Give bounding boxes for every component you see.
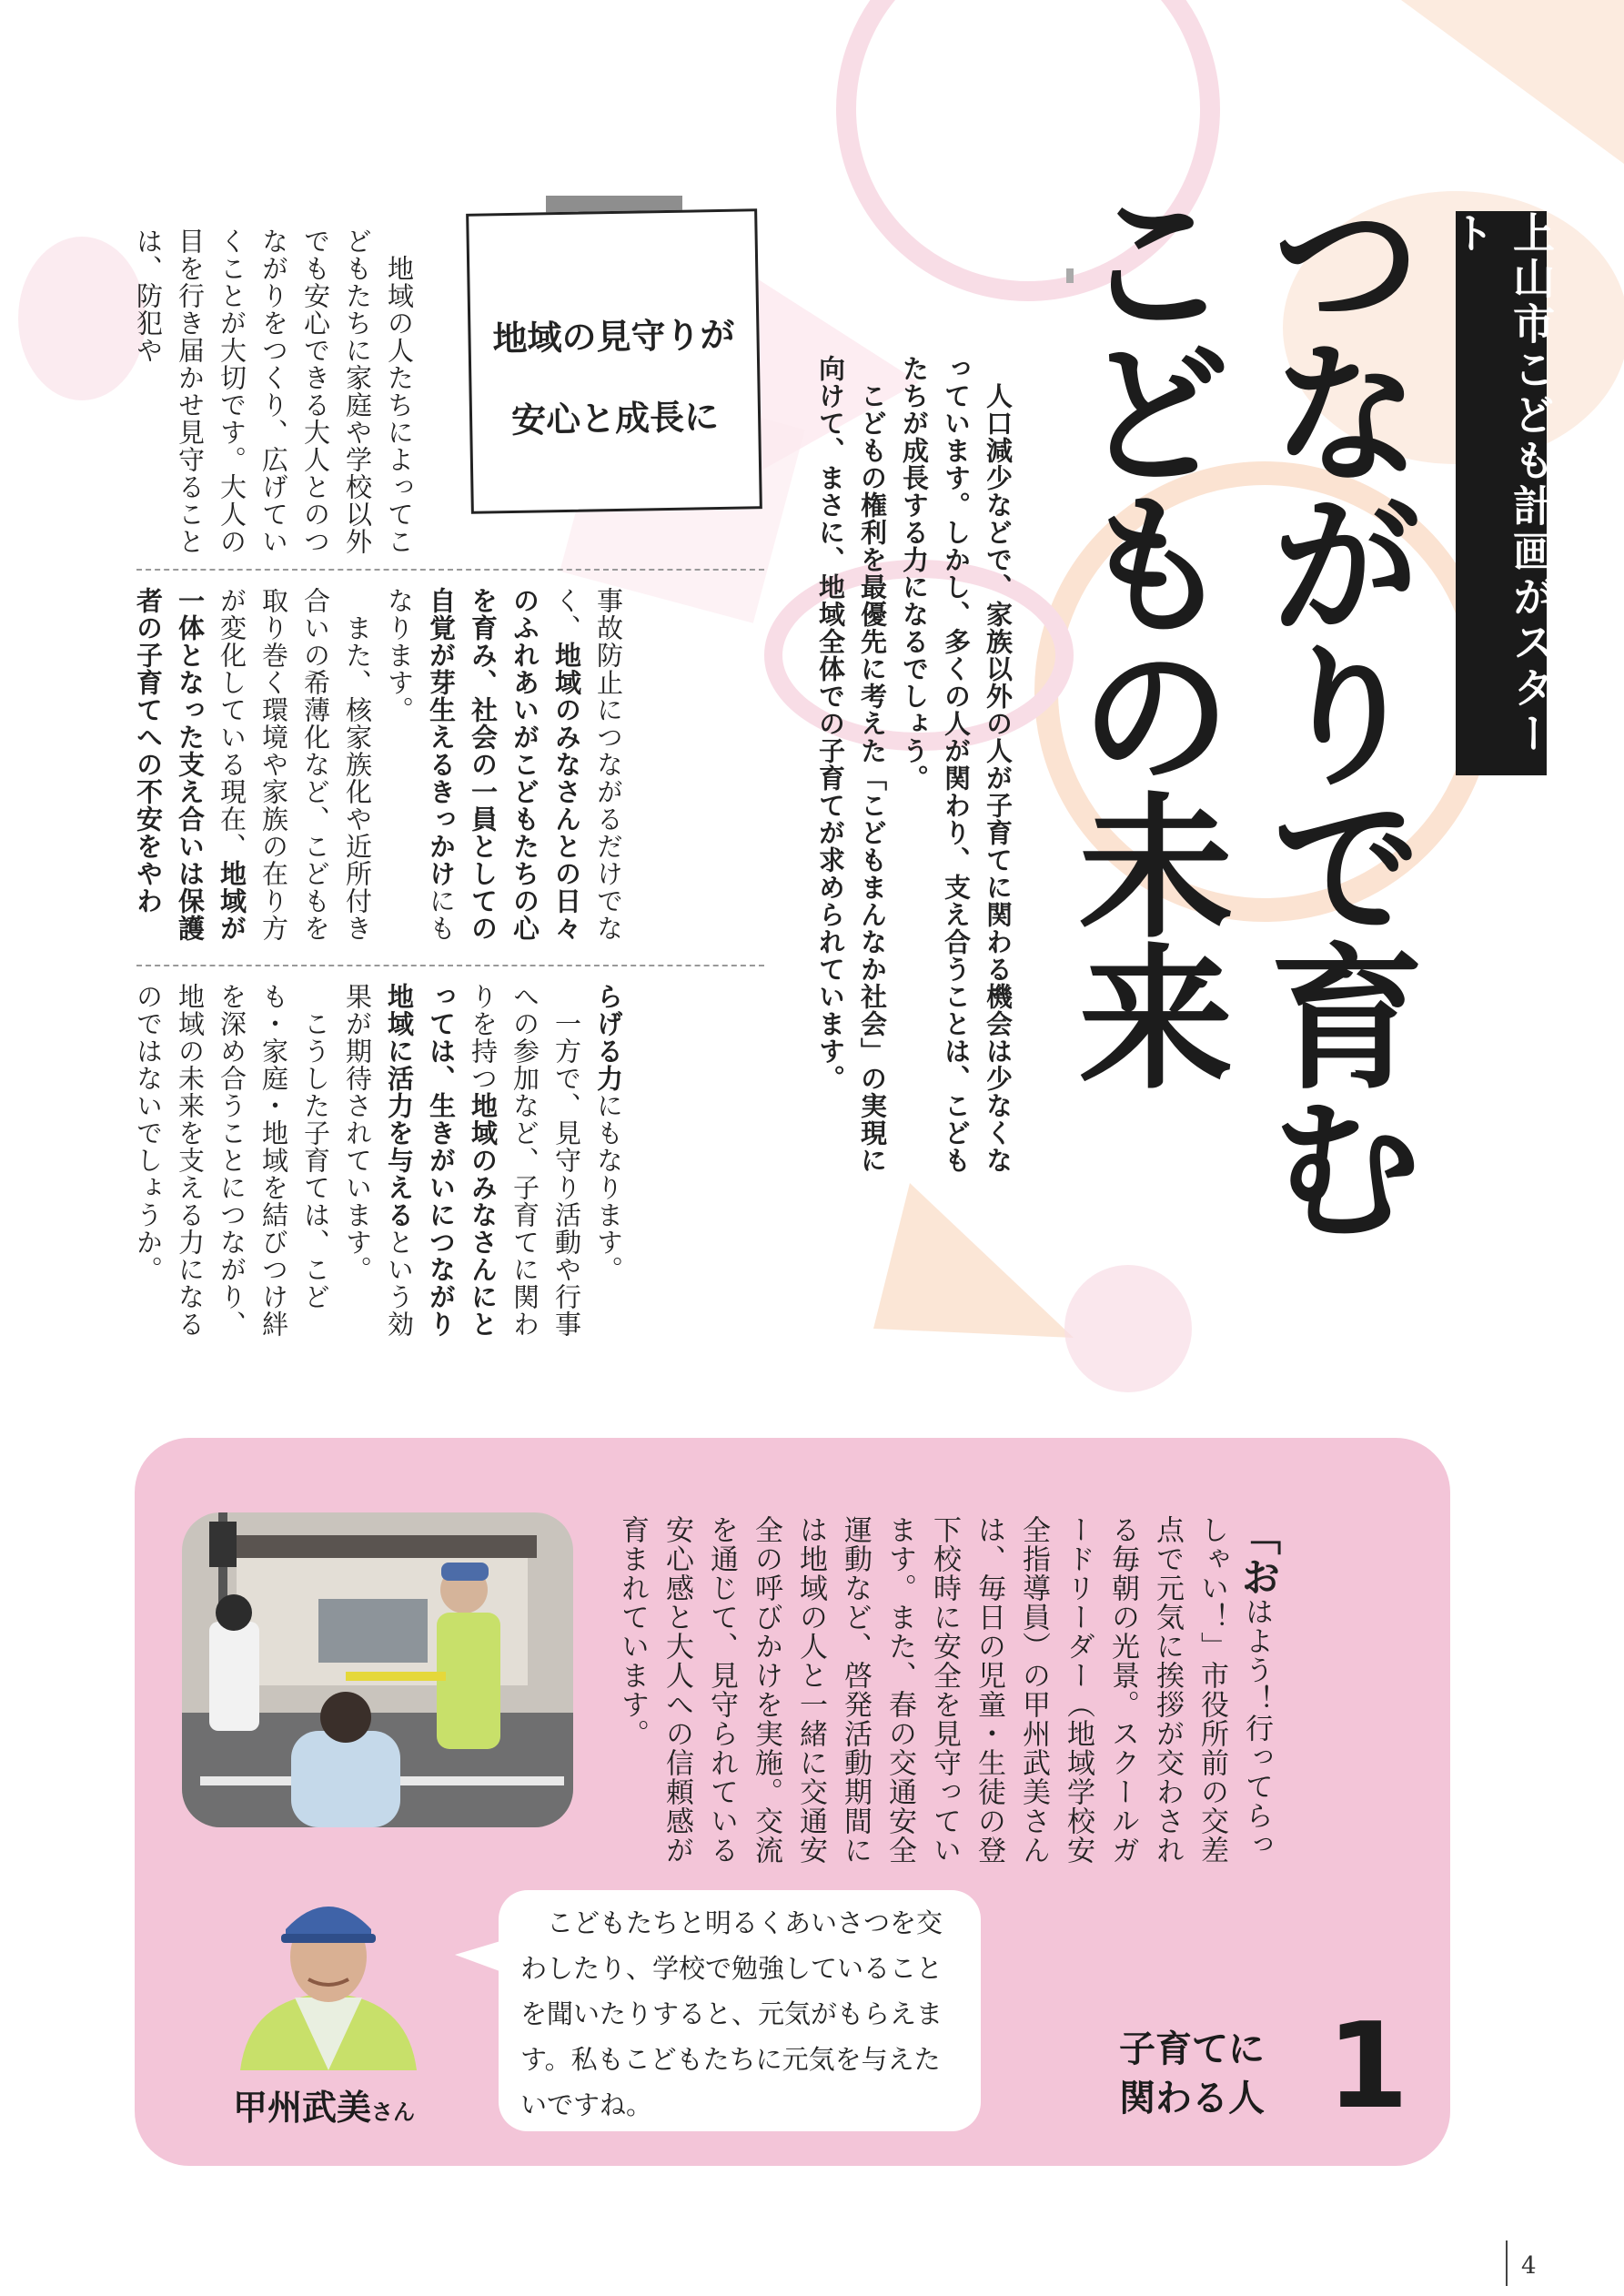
body-text-2-bold-b: 地域が一体となった支え合いは保護者の子育てへの不安をやわ — [133, 587, 247, 942]
person-name-suffix: さん — [371, 2099, 416, 2125]
body-text-block-3 — [127, 983, 630, 1338]
person-name-text: 甲州武美 — [233, 2088, 372, 2128]
body-text-3a: にもなります。 一方で、見守り活動や行事への参加など、子育てに関わりを持つ — [468, 983, 624, 1338]
body-text-3-bold-a: らげる力 — [593, 983, 624, 1092]
page-number-divider — [1506, 2240, 1508, 2286]
note-line-2: 安心と成長に — [510, 397, 720, 440]
body-text-2a: 事故防止につながるだけでなく、 — [551, 587, 624, 942]
divider — [136, 965, 764, 966]
person-name — [233, 2079, 415, 2129]
body-text-3-bold-b: 地域のみなさんにとっては、生きがいにつながり地域に活力を与える — [384, 983, 499, 1338]
page-number: 4 — [1521, 2252, 1537, 2280]
story-lead-glyph: 「お — [1234, 1515, 1280, 1597]
role-label — [1119, 2025, 1265, 2123]
note-card — [466, 208, 762, 514]
quote-text: こどもたちと明るくあいさつを交わしたり、学校で勉強していることを聞いたりすると、元気がもらえます。私もこどもたちに元気を与えたいですね。 — [520, 1907, 943, 2120]
portrait-illustration — [231, 1888, 426, 2070]
body-text-2b: にもなります。 また、核家族化や近所付き合いの希薄化など、こどもを取り巻く環境や家族の在り方が変化している現在、 — [217, 587, 457, 942]
crossing-guard-photo — [182, 1512, 573, 1827]
title-line-1: つながりで育む — [1243, 182, 1423, 1239]
lead-paragraph: 人口減少などで、家族以外の人が子育てに関わる機会は少なくなっています。しかし、多くの人が関わり、支え合うことは、こどもたちが成長する力になるでしょう。 こどもの権利を最優先に考えた「こどもまんなか社会」の実現に向けて、まさに、地域全体での子育てが求められています。 — [815, 355, 1014, 1174]
feature-story — [610, 1515, 1279, 1879]
note-line-1: 地域の見守りが — [492, 314, 735, 359]
body-text-block-1: 地域の人たちによってこどもたちに家庭や学校以外でも安心できる大人とのつながりをつくり、広げていくことが大切です。大人の目を行き届かせ見守ることは、防犯や — [133, 228, 415, 555]
page-title — [1046, 182, 1428, 1365]
divider — [136, 569, 764, 571]
body-text-block-2 — [127, 587, 630, 942]
person-portrait — [231, 1888, 426, 2070]
story-text: はよう！行ってらっしゃい！」市役所前の交差点で元気に挨拶が交わされる毎朝の光景。スクールガードリーダー（地域学校安全指導員）の甲州武美さんは、毎日の児童・生徒の登下校時に安全を見守っています。また、春の交通安全運動など、啓発活動期間には地域の人と一緒に交通安全の呼びかけを実施。交流を通じて、見守られている安心感と大人への信頼感が育まれています。 — [616, 1515, 1273, 1865]
title-line-2: こどもの未来 — [1052, 182, 1232, 1088]
series-tag: 上山市こども計画がスタート — [1456, 211, 1547, 775]
role-line-2: 関わる人 — [1119, 2078, 1265, 2119]
role-line-1: 子育てに — [1119, 2028, 1265, 2070]
body-text-2-bold-a: 地域のみなさんとの日々のふれあいがこどもたちの心を育み、社会の一員としての自覚が芽生えるきっかけ — [426, 587, 582, 942]
photo-illustration — [182, 1512, 573, 1827]
body-text-3b: という効果が期待されています。 こうした子育ては、こども・家庭・地域を結びつけ絆を深め合うことにつながり、地域の未来を支える力になるのではないでしょうか。 — [133, 983, 415, 1338]
role-number: 1 — [1326, 1997, 1409, 2135]
